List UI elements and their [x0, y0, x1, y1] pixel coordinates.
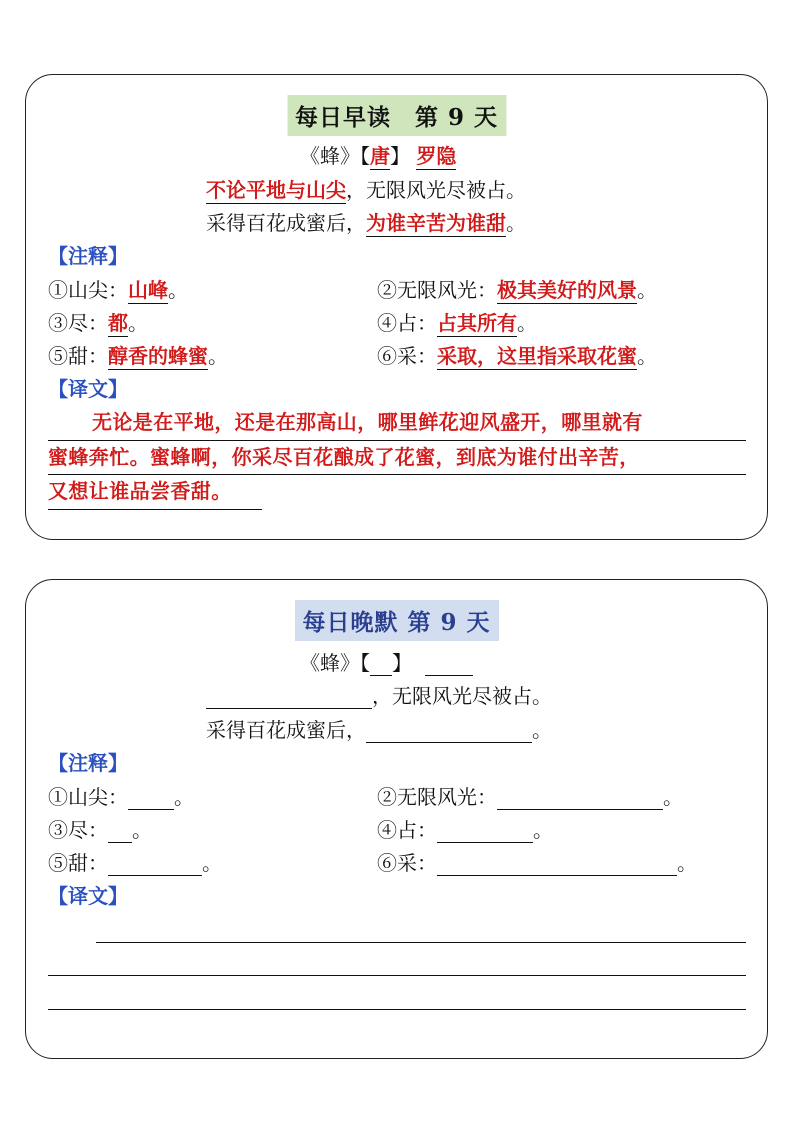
note-end: 。 [663, 785, 683, 809]
dynasty-close-bracket: 】 [390, 144, 410, 168]
note-label: ⑥采： [377, 344, 437, 368]
note-label: ③尽： [48, 311, 108, 335]
note-answer: 都 [108, 311, 128, 335]
note-item [48, 310, 148, 336]
note-item [377, 277, 657, 303]
note-item [48, 277, 188, 303]
author-blank[interactable] [425, 653, 473, 676]
notes-heading: 【注释】 [48, 751, 128, 775]
note-label: ①山尖： [48, 785, 128, 809]
note-label: ①山尖： [48, 278, 128, 302]
note-item [48, 343, 228, 369]
morning-reading-card [25, 74, 768, 540]
note-item [48, 784, 194, 810]
morning-title: 每日早读 第 9 天 [287, 95, 506, 136]
translation-heading: 【译文】 [48, 377, 128, 401]
poem-title: 蜂 [320, 651, 340, 675]
note-item [377, 850, 697, 876]
dynasty-answer: 唐 [370, 144, 390, 168]
line2-end: 。 [506, 211, 526, 235]
note-label: ②无限风光： [377, 785, 497, 809]
line1-rest: ，无限风光尽被占。 [346, 178, 526, 202]
notes-heading: 【注释】 [48, 244, 128, 268]
note-end: 。 [677, 851, 697, 875]
note-end: 。 [132, 818, 152, 842]
note-item [48, 850, 222, 876]
note-end: 。 [517, 311, 537, 335]
note-blank[interactable] [437, 820, 533, 843]
note-blank[interactable] [128, 787, 174, 810]
translation-line: 无论是在平地，还是在那高山，哪里鲜花迎风盛开，哪里就有 [48, 406, 746, 441]
note-blank[interactable] [437, 853, 677, 876]
note-label: ⑤甜： [48, 344, 108, 368]
note-answer: 醇香的蜂蜜 [108, 344, 208, 368]
note-item [48, 817, 152, 843]
title-close-bracket: 》【 [340, 651, 370, 675]
note-label: ④占： [377, 311, 437, 335]
note-end: 。 [128, 311, 148, 335]
poem-line-1 [206, 683, 552, 709]
note-answer: 山峰 [128, 278, 168, 302]
line1-rest: ，无限风光尽被占。 [372, 684, 552, 708]
note-item [377, 343, 657, 369]
note-label: ④占： [377, 818, 437, 842]
author-answer: 罗隐 [416, 144, 457, 168]
line2-start: 采得百花成蜜后， [206, 718, 366, 742]
note-end: 。 [637, 278, 657, 302]
translation-heading: 【译文】 [48, 884, 128, 908]
note-label: ⑤甜： [48, 851, 108, 875]
translation-blank-line[interactable] [48, 1009, 746, 1010]
translation-blank-line[interactable] [48, 975, 746, 976]
evening-title: 每日晚默 第 9 天 [294, 600, 498, 641]
translation-text [48, 406, 746, 510]
dynasty-close-bracket: 】 [392, 651, 412, 675]
note-label: ②无限风光： [377, 278, 497, 302]
note-blank[interactable] [497, 787, 663, 810]
line2-end: 。 [532, 718, 552, 742]
note-answer: 极其美好的风景 [497, 278, 637, 302]
dynasty-blank[interactable] [370, 653, 392, 676]
line2-start: 采得百花成蜜后， [206, 211, 366, 235]
note-end: 。 [174, 785, 194, 809]
title-open-bracket: 《 [300, 651, 320, 675]
note-answer: 采取，这里指采取花蜜 [437, 344, 637, 368]
note-blank[interactable] [108, 853, 202, 876]
note-end: 。 [202, 851, 222, 875]
poem-line-2 [206, 210, 526, 236]
translation-line: 又想让谁品尝香甜。 [48, 475, 262, 510]
note-end: 。 [637, 344, 657, 368]
note-label: ③尽： [48, 818, 108, 842]
note-end: 。 [208, 344, 228, 368]
title-open-bracket: 《 [300, 144, 320, 168]
poem-line-2 [206, 717, 552, 743]
translation-blank-line[interactable] [96, 942, 746, 943]
poem-line-1 [206, 177, 526, 203]
line2-answer: 为谁辛苦为谁甜 [366, 211, 506, 235]
title-close-bracket: 》【 [340, 144, 370, 168]
note-item [377, 817, 553, 843]
note-end: 。 [168, 278, 188, 302]
note-item [377, 784, 683, 810]
evening-recitation-card [25, 579, 768, 1059]
note-answer: 占其所有 [437, 311, 517, 335]
line1-answer: 不论平地与山尖 [206, 178, 346, 202]
poem-heading [300, 650, 473, 676]
note-blank[interactable] [108, 820, 132, 843]
note-item [377, 310, 537, 336]
note-end: 。 [533, 818, 553, 842]
translation-line: 蜜蜂奔忙。蜜蜂啊，你采尽百花酿成了花蜜，到底为谁付出辛苦， [48, 441, 746, 476]
poem-title: 蜂 [320, 144, 340, 168]
line2-blank[interactable] [366, 720, 532, 743]
poem-heading [300, 143, 456, 169]
note-label: ⑥采： [377, 851, 437, 875]
line1-blank[interactable] [206, 686, 372, 709]
